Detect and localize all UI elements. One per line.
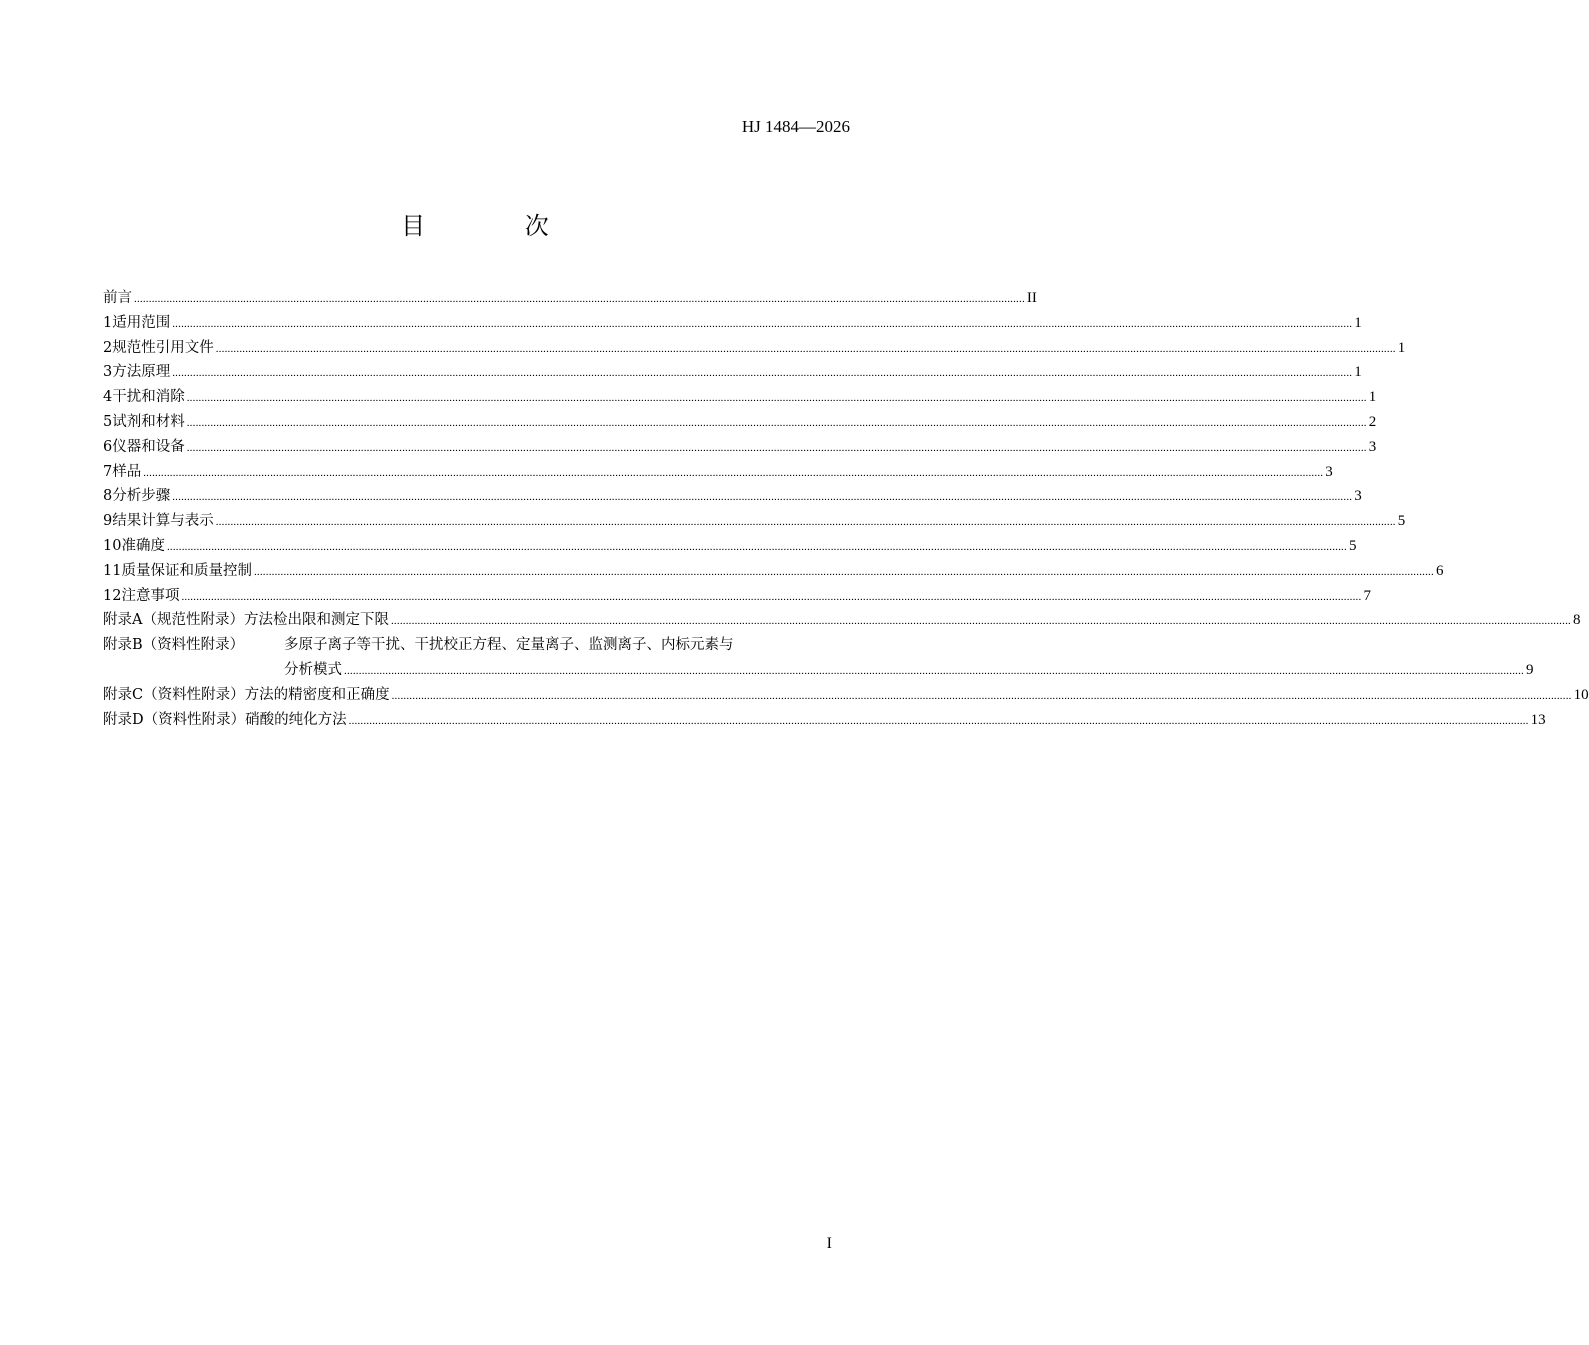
toc-entry-chapter[interactable] [103, 484, 1362, 509]
toc-entry-label: 样品 [112, 463, 142, 480]
toc-entry-chapter[interactable] [103, 534, 1357, 559]
toc-entry-chapter[interactable] [103, 460, 1333, 485]
toc-entry-number: 4 [103, 389, 113, 406]
leader-dots: ................................................................................................................................................................................................................................................................................................................................................................................................................ [253, 565, 1434, 578]
toc-entry-number: 2 [103, 339, 113, 356]
toc-entry-number: 6 [103, 438, 113, 455]
toc-entry-page: 3 [1368, 438, 1377, 455]
toc-entry-chapter[interactable] [103, 410, 1377, 435]
toc-entry-chapter[interactable] [103, 336, 1406, 361]
toc-entry-number: 3 [103, 364, 113, 381]
toc-entry-appendix[interactable] [103, 708, 1546, 733]
toc-entry-label: 方法原理 [112, 364, 171, 381]
toc-entry-appendix[interactable] [103, 683, 1589, 708]
toc-entry-page: 3 [1354, 488, 1362, 505]
toc-entry-page: 7 [1363, 587, 1371, 604]
toc-entry-continuation[interactable] [103, 658, 1534, 683]
toc-entry-appendix[interactable] [103, 608, 1581, 633]
leader-dots: ................................................................................................................................................................................................................................................................................................................................................................................................................ [215, 516, 1396, 529]
toc-entry-number: 8 [103, 488, 113, 505]
toc-entry-label: 注意事项 [121, 587, 180, 604]
toc-entry-page: 1 [1354, 314, 1362, 331]
toc-entry-label: 结果计算与表示 [112, 513, 214, 530]
toc-entry-label: 多原子离子等干扰、干扰校正方程、定量离子、监测离子、内标元素与 [284, 637, 734, 654]
toc-entry-label: 前言 [103, 290, 132, 306]
leader-dots: ................................................................................................................................................................................................................................................................................................................................................................................................................ [344, 664, 1524, 677]
toc-entry-label: 试剂和材料 [112, 413, 185, 430]
toc-entry-label: 分析步骤 [112, 488, 171, 505]
leader-dots: ................................................................................................................................................................................................................................................................................................................................................................................................................ [390, 615, 1571, 628]
toc-entry-number: 7 [103, 463, 113, 480]
toc-entry-chapter[interactable] [103, 360, 1362, 385]
document-code: HJ 1484—2026 [741, 117, 850, 136]
toc-entry-page: 10 [1573, 686, 1589, 703]
toc-entry-page: 13 [1530, 711, 1546, 728]
toc-entry-page: 1 [1397, 339, 1406, 356]
toc-entry-label: 硝酸的纯化方法 [245, 711, 347, 728]
toc-entry-label: 干扰和消除 [112, 389, 185, 406]
toc-entry-page: 6 [1435, 562, 1444, 579]
toc-entry-chapter[interactable] [103, 584, 1371, 609]
leader-dots: ................................................................................................................................................................................................................................................................................................................................................................................................................ [186, 392, 1367, 405]
toc-entry-label: 准确度 [121, 537, 165, 554]
toc-entry-preface[interactable] [103, 286, 1037, 311]
leader-dots: ................................................................................................................................................................................................................................................................................................................................................................................................................ [186, 416, 1367, 429]
toc-entry-label: 方法检出限和测定下限 [243, 612, 389, 629]
toc-entry-chapter[interactable] [103, 311, 1362, 336]
appendix-prefix: 附录C（资料性附录） [103, 686, 245, 703]
appendix-prefix: 附录B（资料性附录） [103, 637, 245, 654]
toc-entry-number: 1 [103, 314, 113, 331]
toc-entry-page: 5 [1397, 513, 1406, 530]
appendix-prefix: 附录A（规范性附录） [103, 612, 244, 629]
toc-entry-label: 规范性引用文件 [112, 339, 214, 356]
leader-dots: ................................................................................................................................................................................................................................................................................................................................................................................................................ [391, 689, 1572, 702]
toc-entry-label: 适用范围 [112, 314, 171, 331]
table-of-contents [103, 286, 1589, 732]
toc-entry-number: 9 [103, 513, 113, 530]
toc-entry-number: 12 [103, 587, 122, 604]
toc-title: 目 次 [401, 212, 595, 240]
toc-entry-page: 1 [1368, 389, 1377, 406]
leader-dots: ................................................................................................................................................................................................................................................................................................................................................................................................................ [172, 367, 1353, 380]
toc-entry-number: 5 [103, 413, 113, 430]
toc-entry-chapter[interactable] [103, 509, 1406, 534]
toc-entry-page: 2 [1368, 413, 1377, 430]
toc-entry-page: II [1026, 290, 1037, 306]
leader-dots: ................................................................................................................................................................................................................................................................................................................................................................................................................ [215, 342, 1396, 355]
toc-entry-label: 方法的精密度和正确度 [244, 686, 390, 703]
leader-dots: ................................................................................................................................................................................................................................................................................................................................................................................................................ [166, 540, 1347, 553]
toc-entry-page: 5 [1348, 537, 1357, 554]
toc-entry-chapter[interactable] [103, 559, 1444, 584]
toc-entry-page: 1 [1354, 364, 1362, 381]
toc-entry-page: 3 [1325, 463, 1333, 480]
toc-entry-chapter[interactable] [103, 385, 1377, 410]
toc-entry-number: 11 [103, 562, 122, 579]
toc-entry-number: 10 [103, 537, 122, 554]
leader-dots: ................................................................................................................................................................................................................................................................................................................................................................................................................ [172, 317, 1353, 330]
leader-dots: ................................................................................................................................................................................................................................................................................................................................................................................................................ [348, 714, 1529, 727]
toc-entry-page: 9 [1526, 661, 1534, 678]
appendix-prefix: 附录D（资料性附录） [103, 711, 246, 728]
toc-entry-appendix[interactable] [103, 633, 847, 658]
toc-entry-label: 质量保证和质量控制 [121, 562, 252, 579]
leader-dots: ................................................................................................................................................................................................................................................................................................................................................................................................................ [186, 441, 1367, 454]
toc-entry-chapter[interactable] [103, 435, 1377, 460]
toc-entry-page: 8 [1572, 612, 1581, 629]
leader-dots: .............................................................................................................................................................................................................................................................................................................. [134, 293, 1025, 305]
page-number: I [826, 1235, 832, 1252]
toc-entry-label: 仪器和设备 [112, 438, 185, 455]
leader-dots: ................................................................................................................................................................................................................................................................................................................................................................................................................ [143, 466, 1324, 479]
leader-dots: ................................................................................................................................................................................................................................................................................................................................................................................................................ [172, 491, 1353, 504]
leader-dots: ................................................................................................................................................................................................................................................................................................................................................................................................................ [181, 590, 1362, 603]
toc-entry-label-continuation: 分析模式 [284, 661, 342, 678]
